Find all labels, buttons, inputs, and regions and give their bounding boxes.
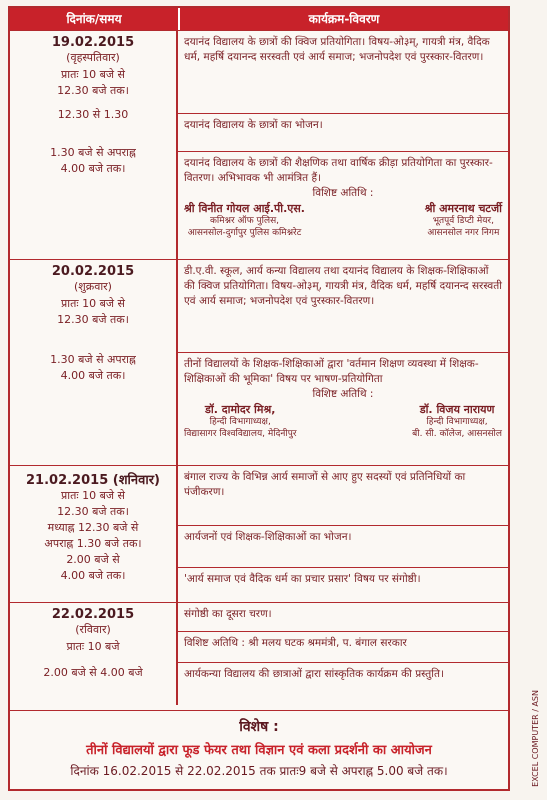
- date-3: 21.02.2015 (शनिवार): [26, 473, 160, 488]
- table-header: [10, 8, 508, 30]
- special-guest-label-2: विशिष्ट अतिथि :: [312, 387, 374, 400]
- guest-1-2: [425, 203, 502, 239]
- guests-2: [184, 404, 502, 440]
- date-1: 19.02.2015: [51, 35, 135, 50]
- schedule-sheet: [8, 6, 510, 791]
- time-4-1: प्रातः 10 बजे: [66, 640, 120, 653]
- detail-2-1: डी.ए.वी. स्कूल, आर्य कन्या विद्यालय तथा दयानंद विद्यालय के शिक्षक-शिक्षिकाओं की क्विज प्रतियोगिता। विषय-ओ३म्, गायत्री मंत्र, वैदिक धर्म, महर्षि दयानन्द सरस्वती एवं आर्य समाज; भजनोपदेश एवं पुरस्कार-वितरण।: [178, 260, 508, 353]
- guest-2-2-name: डॉ. विजय नारायण: [419, 402, 495, 416]
- day-1: (वृहस्पतिवार): [66, 51, 120, 64]
- detail-4-2: विशिष्ट अतिथि : श्री मलय घटक श्रममंत्री, प. बंगाल सरकार: [178, 632, 508, 663]
- guest-1-1-line1: कमिश्नर ऑफ पुलिस,: [209, 215, 280, 226]
- detail-2-2: [178, 353, 508, 465]
- time-3-4: अपराह्न 1.30 बजे तक।: [44, 537, 142, 550]
- time-1-2: 12.30 बजे तक।: [57, 84, 129, 97]
- detail-1-1: दयानंद विद्यालय के छात्रों की क्विज प्रतियोगिता। विषय-ओ३म्, गायत्री मंत्र, वैदिक धर्म, महर्षि दयानन्द सरस्वती एवं आर्य समाज; भजनोपदेश एवं पुरस्कार-वितरण।: [178, 31, 508, 114]
- details-cell-1: [178, 31, 508, 259]
- time-2-4: 4.00 बजे तक।: [60, 369, 126, 382]
- day-section-4: [10, 602, 508, 705]
- date-cell-2: [10, 260, 178, 465]
- time-1-3: 12.30 से 1.30: [57, 108, 129, 121]
- guest-2-1-line2: विद्यासागर विश्वविद्यालय, मेदिनीपुर: [184, 428, 297, 439]
- detail-3-3: 'आर्य समाज एवं वैदिक धर्म का प्रचार प्रसार' विषय पर संगोष्ठी।: [184, 573, 421, 586]
- date-2: 20.02.2015: [51, 264, 135, 279]
- time-3-2: 12.30 बजे तक।: [57, 505, 129, 518]
- time-2-2: 12.30 बजे तक।: [57, 313, 129, 326]
- detail-2-2-text: तीनों विद्यालयों के शिक्षक-शिक्षिकाओं द्वारा 'वर्तमान शिक्षण व्यवस्था में शिक्षक-शिक्षिकाओं की भूमिका' विषय पर भाषण-प्रतियोगिता: [184, 357, 479, 385]
- guest-2-1-line1: हिन्दी विभागाध्यक्ष,: [209, 416, 271, 427]
- day-section-1: [10, 30, 508, 259]
- time-1-4: 1.30 बजे से अपराह्न: [50, 146, 136, 159]
- detail-1-2: दयानंद विद्यालय के छात्रों का भोजन।: [178, 114, 508, 152]
- guest-2-2-line2: बी. सी. कॉलेज, आसनसोल: [412, 428, 502, 439]
- time-3-1: प्रातः 10 बजे से: [61, 489, 125, 502]
- date-4: 22.02.2015: [51, 607, 135, 622]
- time-4-2: 2.00 बजे से 4.00 बजे: [43, 666, 143, 679]
- time-2-3: 1.30 बजे से अपराह्न: [50, 353, 136, 366]
- detail-1-3-text: दयानंद विद्यालय के छात्रों की शैक्षणिक तथा वार्षिक क्रीड़ा प्रतियोगिता का पुरस्कार-वितरण। अभिभावक भी आमंत्रित हैं।: [184, 156, 493, 184]
- header-date-time: दिनांक/समय: [10, 8, 180, 30]
- guest-1-1-line2: आसनसोल-दुर्गापुर पुलिस कमिश्नरेट: [187, 227, 302, 238]
- detail-1-3: [178, 152, 508, 259]
- guest-1-1-name: श्री विनीत गोयल आई.पी.एस.: [184, 201, 305, 215]
- day-2: (शुक्रवार): [74, 280, 112, 293]
- time-3-3: मध्याह्न 12.30 बजे से: [47, 521, 139, 534]
- day-section-3: [10, 465, 508, 602]
- guest-1-2-line1: भूतपूर्व डिप्टी मेयर,: [432, 215, 494, 226]
- guest-2-1: [184, 404, 297, 440]
- guest-1-2-line2: आसनसोल नगर निगम: [427, 227, 500, 238]
- time-1-5: 4.00 बजे तक।: [60, 162, 126, 175]
- date-cell-4: [10, 603, 178, 705]
- detail-3-1: बंगाल राज्य के विभिन्न आर्य समाजों से आए हुए सदस्यों एवं प्रतिनिधियों का पंजीकरण।: [178, 466, 508, 526]
- guest-1-2-name: श्री अमरनाथ चटर्जी: [424, 201, 502, 215]
- printer-credit: EXCEL COMPUTER / ASN: [531, 690, 540, 787]
- special-note: [10, 710, 508, 789]
- guest-2-2-line1: हिन्दी विभागाध्यक्ष,: [426, 416, 488, 427]
- time-1-1: प्रातः 10 बजे से: [61, 68, 125, 81]
- details-cell-4: [178, 603, 508, 705]
- guest-2-2: [412, 404, 502, 440]
- special-guest-label-1: विशिष्ट अतिथि :: [312, 186, 374, 199]
- time-3-6: 4.00 बजे तक।: [60, 569, 126, 582]
- day-section-2: [10, 259, 508, 465]
- header-program-details: कार्यक्रम-विवरण: [308, 12, 380, 26]
- schedule-body: [10, 30, 508, 705]
- special-note-line1: तीनों विद्यालयों द्वारा फूड फेयर तथा विज्ञान एवं कला प्रदर्शनी का आयोजन: [86, 743, 432, 758]
- time-3-5: 2.00 बजे से: [66, 553, 120, 566]
- guests-1: [184, 203, 502, 239]
- date-cell-3: [10, 466, 178, 602]
- guest-1-1: [184, 203, 305, 239]
- special-note-title: विशेष :: [239, 719, 279, 735]
- time-2-1: प्रातः 10 बजे से: [61, 297, 125, 310]
- day-4: (रविवार): [75, 623, 111, 636]
- details-cell-3: [178, 466, 508, 602]
- detail-3-2: आर्यजनों एवं शिक्षक-शिक्षिकाओं का भोजन।: [178, 526, 508, 568]
- date-cell-1: [10, 31, 178, 259]
- details-cell-2: [178, 260, 508, 465]
- special-note-line2: दिनांक 16.02.2015 से 22.02.2015 तक प्रातः9 बजे से अपराह्न 5.00 बजे तक।: [70, 764, 448, 778]
- detail-4-3: आर्यकन्या विद्यालय की छात्राओं द्वारा सांस्कृतिक कार्यक्रम की प्रस्तुति।: [184, 668, 444, 680]
- guest-2-1-name: डॉ. दामोदर मिश्र,: [205, 402, 276, 416]
- detail-4-1: संगोष्ठी का दूसरा चरण।: [178, 603, 508, 632]
